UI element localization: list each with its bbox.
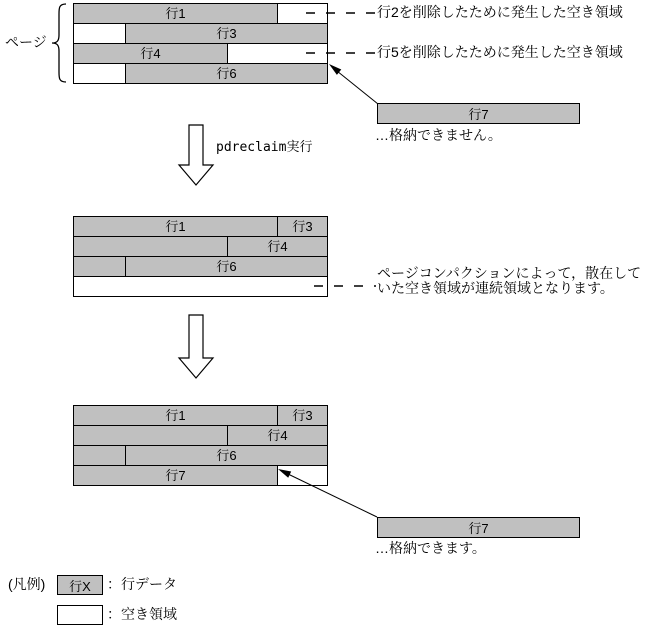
- row-data-segment: [74, 257, 125, 276]
- row-data-segment: [227, 237, 327, 256]
- page-row: [74, 64, 327, 83]
- page-brace-icon: [52, 4, 66, 82]
- free-segment: [74, 24, 125, 43]
- page-row: [74, 426, 327, 446]
- row-data-segment: [277, 217, 327, 236]
- pdreclaim-label: pdreclaim実行: [216, 140, 313, 155]
- down-arrow-icon: [179, 315, 213, 378]
- row-label: 行6: [216, 448, 237, 463]
- row-data-segment: [74, 466, 277, 485]
- row-data-segment: [125, 446, 327, 465]
- page-row: [74, 44, 327, 64]
- row-data-segment: [125, 257, 327, 276]
- annotation-free-from-row5: 行5を削除したために発生した空き領域: [377, 44, 623, 60]
- row-data-segment: [125, 24, 327, 43]
- annotation-compaction-line1: ページコンパクションによって，散在して: [377, 265, 642, 281]
- page-row: [74, 466, 327, 485]
- page-row: [74, 257, 327, 277]
- row-label: 行4: [267, 239, 288, 254]
- incoming-row7-bar-stored: [377, 517, 580, 538]
- row-label: 行3: [292, 408, 313, 423]
- page-row: [74, 406, 327, 426]
- legend-free-swatch: [57, 605, 103, 625]
- cannot-store-arrow-icon: [329, 64, 378, 104]
- row-data-segment: [227, 426, 327, 445]
- row-label: 行7: [468, 107, 489, 122]
- row-data-segment: [74, 44, 227, 63]
- incoming-row7-bar: [377, 103, 580, 124]
- row-label: 行7: [468, 521, 489, 536]
- row-label: 行3: [292, 219, 313, 234]
- row-label: 行7: [165, 468, 186, 483]
- annotation-cannot-store: …格納できません。: [375, 127, 502, 143]
- row-label: 行6: [216, 66, 237, 81]
- annotation-can-store: …格納できます。: [375, 540, 486, 556]
- page-label: ページ: [5, 34, 47, 50]
- page-row: [74, 4, 327, 24]
- legend-row-data-swatch: [57, 575, 103, 595]
- legend-title: (凡例): [8, 576, 46, 592]
- legend-free-label: ：空き領域: [107, 606, 177, 622]
- row-data-segment: [74, 237, 227, 256]
- free-segment: [277, 466, 327, 485]
- legend-row-data-label: ：行データ: [107, 576, 177, 592]
- free-segment: [277, 4, 327, 23]
- page-row: [74, 217, 327, 237]
- row-label: 行3: [216, 26, 237, 41]
- annotation-free-from-row2: 行2を削除したために発生した空き領域: [377, 4, 623, 20]
- free-segment: [74, 277, 327, 296]
- row-label: 行X: [69, 578, 91, 594]
- row-data-segment: [74, 217, 277, 236]
- row-label: 行1: [165, 6, 186, 21]
- page-box-after-store: [73, 405, 328, 486]
- row-label: 行1: [165, 219, 186, 234]
- row-label: 行6: [216, 259, 237, 274]
- free-segment: [227, 44, 327, 63]
- row-label: 行4: [267, 428, 288, 443]
- page-row: [74, 277, 327, 296]
- page-row: [74, 237, 327, 257]
- pdreclaim-down-arrow-icon: [179, 125, 213, 185]
- row-data-segment: [125, 64, 327, 83]
- annotation-compaction-line2: いた空き領域が連続領域となります。: [377, 280, 614, 296]
- row-data-segment: [74, 426, 227, 445]
- row-data-segment: [277, 406, 327, 425]
- row-label: 行1: [165, 408, 186, 423]
- row-data-segment: [74, 4, 277, 23]
- page-row: [74, 24, 327, 44]
- page-box-before: [73, 3, 328, 84]
- row-data-segment: [74, 446, 125, 465]
- page-row: [74, 446, 327, 466]
- free-segment: [74, 64, 125, 83]
- row-data-segment: [74, 406, 277, 425]
- row-label: 行4: [140, 46, 161, 61]
- page-box-after-compaction: [73, 216, 328, 297]
